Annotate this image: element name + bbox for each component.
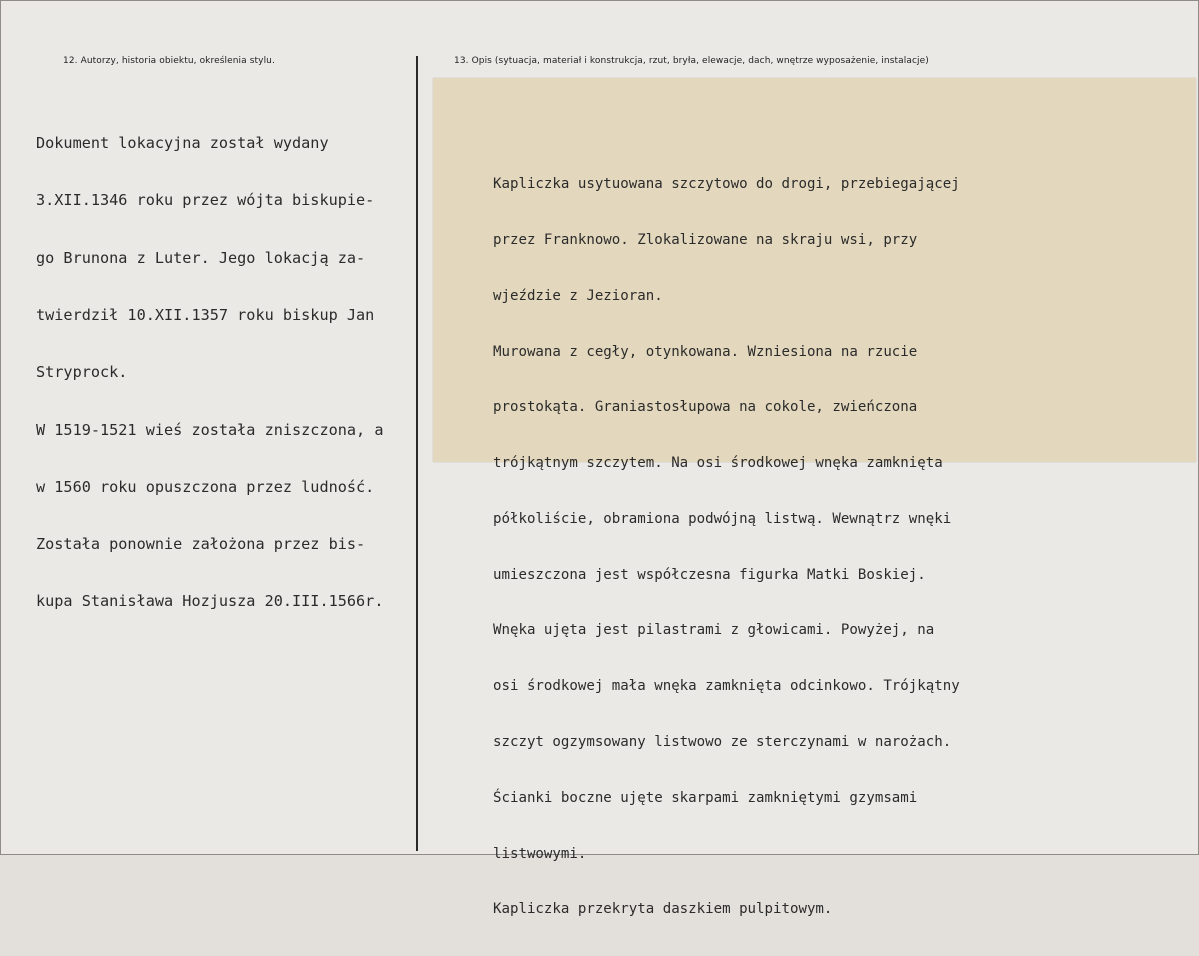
history-line: W 1519-1521 wieś została zniszczona, a — [36, 420, 384, 439]
description-line: osi środkowej mała wnęka zamknięta odcinkowo. Trójkątny — [493, 678, 960, 695]
history-line: w 1560 roku opuszczona przez ludność. — [36, 477, 375, 496]
description-line: półkoliście, obramiona podwójną listwą. Wewnątrz wnęki — [493, 510, 952, 527]
description-line: umieszczona jest współczesna figurka Matki Boskiej. — [493, 566, 926, 583]
history-line: Dokument lokacyjna został wydany — [36, 134, 329, 153]
description-line: Murowana z cegły, otynkowana. Wzniesiona na rzucie — [493, 343, 918, 360]
history-text — [36, 96, 383, 650]
section-12-header: 12. Autorzy, historia obiektu, określenia stylu. — [63, 56, 275, 66]
description-line: prostokąta. Graniastosłupowa na cokole, zwieńczona — [493, 399, 918, 416]
description-line: listwowymi. — [493, 845, 587, 862]
description-line: przez Franknowo. Zlokalizowane na skraju wsi, przy — [493, 231, 918, 248]
section-13-header: 13. Opis (sytuacja, materiał i konstrukcja, rzut, bryła, elewacje, dach, wnętrze wyposażenie, instalacje) — [454, 56, 929, 66]
description-line: Kapliczka przekryta daszkiem pulpitowym. — [493, 901, 833, 918]
history-line: go Brunona z Luter. Jego lokacją za- — [36, 248, 366, 267]
description-text — [493, 138, 960, 956]
description-line: trójkątnym szczytem. Na osi środkowej wnęka zamknięta — [493, 455, 943, 472]
description-line: Wnęka ujęta jest pilastrami z głowicami. Powyżej, na — [493, 622, 935, 639]
history-line: 3.XII.1346 roku przez wójta biskupie- — [36, 191, 375, 210]
history-line: Stryprock. — [36, 363, 128, 382]
description-line: Kapliczka usytuowana szczytowo do drogi, przebiegającej — [493, 176, 960, 193]
description-line: wjeździe z Jezioran. — [493, 287, 663, 304]
description-line: Ścianki boczne ujęte skarpami zamkniętymi gzymsami — [493, 789, 918, 806]
history-line: twierdził 10.XII.1357 roku biskup Jan — [36, 306, 375, 325]
column-divider — [416, 56, 418, 851]
history-line: kupa Stanisława Hozjusza 20.III.1566r. — [36, 592, 384, 611]
history-line: Została ponownie założona przez bis- — [36, 535, 366, 554]
description-line: szczyt ogzymsowany listwowo ze sterczynami w narożach. — [493, 734, 952, 750]
